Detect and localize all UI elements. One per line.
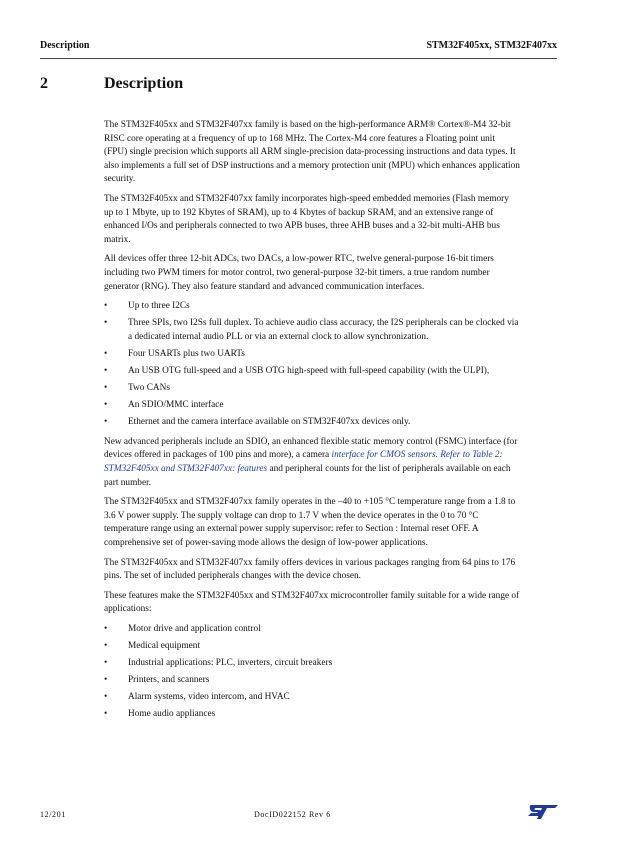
list-item <box>104 382 520 396</box>
bullet-icon: • <box>104 348 108 359</box>
bullet-icon: • <box>104 692 108 703</box>
bullet-icon: • <box>104 366 108 376</box>
list-item <box>104 317 520 344</box>
paragraph: All devices offer three 12-bit ADCs, two DACs, a low-power RTC, twelve general-purpose 16-bit timers including two PWM timers for motor control, two general-purpose 32-bit timers. a true random number generator (RNG). They also feature standard and advanced communication interfaces. <box>104 254 494 292</box>
list-item-text: An USB OTG full-speed and a USB OTG high-speed with full-speed capability (with the ULPI), <box>128 366 490 376</box>
paragraph: The STM32F405xx and STM32F407xx family is based on the high-performance ARM® Cortex®-M4 32-bit RISC core operating at a frequency of up to 168 MHz. The Cortex-M4 core features a Floating point unit (FPU) single precision which supports all ARM single-precision data-processing instructions and data types. It also implements a full set of DSP instructions and a memory protection unit (MPU) which enhances application security. <box>104 120 520 185</box>
bullet-icon: • <box>104 709 108 720</box>
paragraph: The STM32F405xx and STM32F407xx family offers devices in various packages ranging from 64 pins to 176 pins. The set of included peripherals changes with the device chosen. <box>104 557 516 582</box>
bullet-icon: • <box>104 675 108 686</box>
list-item <box>104 300 520 314</box>
list-item <box>104 657 520 671</box>
bullet-icon: • <box>104 641 108 652</box>
list-item <box>104 674 520 688</box>
paragraph: These features make the STM32F405xx and STM32F407xx microcontroller family suitable for a wide range of applications: <box>104 590 520 615</box>
list-item <box>104 416 520 430</box>
bullet-icon: • <box>104 383 108 394</box>
main-content <box>104 119 520 728</box>
bullet-icon: • <box>104 400 108 411</box>
list-item <box>104 348 520 362</box>
list-item-text: Industrial applications: PLC, inverters, circuit breakers <box>128 658 333 669</box>
list-item <box>104 365 520 379</box>
paragraph <box>104 436 520 490</box>
list-item-text: Alarm systems, video intercom, and HVAC <box>128 692 290 703</box>
list-item <box>104 399 520 413</box>
bullet-icon: • <box>104 417 108 428</box>
paragraph-text: New advanced peripherals include an SDIO, an enhanced flexible static memory control (FSMC) interface (for devices offered in packages of 100 pins and more), a camera <box>104 436 518 461</box>
bullet-icon: • <box>104 301 108 312</box>
bullet-icon: • <box>104 658 108 669</box>
list-item-text: Ethernet and the camera interface available on STM32F407xx devices only. <box>128 417 411 428</box>
list-item <box>104 623 520 637</box>
page-number: 12/201 <box>40 810 66 819</box>
section-number: 2 <box>40 75 48 92</box>
table-reference-link[interactable]: interface for CMOS sensors. Refer to Table 2: STM32F405xx and STM32F407xx: features <box>104 450 503 475</box>
bullet-icon: • <box>104 318 108 329</box>
paragraph-text: and peripheral counts for the list of peripherals available on each part number. <box>104 464 511 488</box>
list-item <box>104 691 520 705</box>
list-item-text: Four USARTs plus two UARTs <box>128 348 245 359</box>
st-logo-icon <box>527 803 559 821</box>
list-item-text: Up to three I2Cs <box>128 301 190 312</box>
list-item-text: Printers, and scanners <box>128 675 210 686</box>
paragraph: The STM32F405xx and STM32F407xx family operates in the –40 to +105 °C temperature range from a 1.8 to 3.6 V power supply. The supply voltage can drop to 1.7 V when the device operates in the 0 to 70 °C temperature range using an external power supply supervisor: refer to Section : Internal reset OFF. A comprehensive set of power-saving mode allows the design of low-power applications. <box>104 497 516 549</box>
list-item-text: Three SPIs, two I2Ss full duplex. To achieve audio class accuracy, the I2S peripherals can be clocked via a dedicated internal audio PLL or via an external clock to allow synchronization. <box>128 318 519 342</box>
list-item-text: Motor drive and application control <box>128 624 261 634</box>
list-item-text: An SDIO/MMC interface <box>128 400 224 411</box>
list-item <box>104 640 520 654</box>
document-id: DocID022152 Rev 6 <box>254 810 331 819</box>
list-item-text: Medical equipment <box>128 641 201 652</box>
header-section-name: Description <box>40 40 90 51</box>
list-item-text: Home audio appliances <box>128 709 216 720</box>
interfaces-list <box>104 300 520 430</box>
paragraph: The STM32F405xx and STM32F407xx family incorporates high-speed embedded memories (Flash memory up to 1 Mbyte, up to 192 Kbytes of SRAM), up to 4 Kbytes of backup SRAM, and an extensive range of enhanced I/Os and peripherals connected to two APB buses, three AHB buses and a 32-bit multi-AHB bus matrix. <box>104 193 509 245</box>
section-title: Description <box>104 75 184 92</box>
header-divider <box>40 58 557 59</box>
applications-list <box>104 623 520 722</box>
bullet-icon: • <box>104 624 108 634</box>
header-document-title: STM32F405xx, STM32F407xx <box>426 40 557 51</box>
st-logo-shape <box>528 805 558 819</box>
list-item-text: Two CANs <box>128 383 170 394</box>
list-item <box>104 708 520 722</box>
